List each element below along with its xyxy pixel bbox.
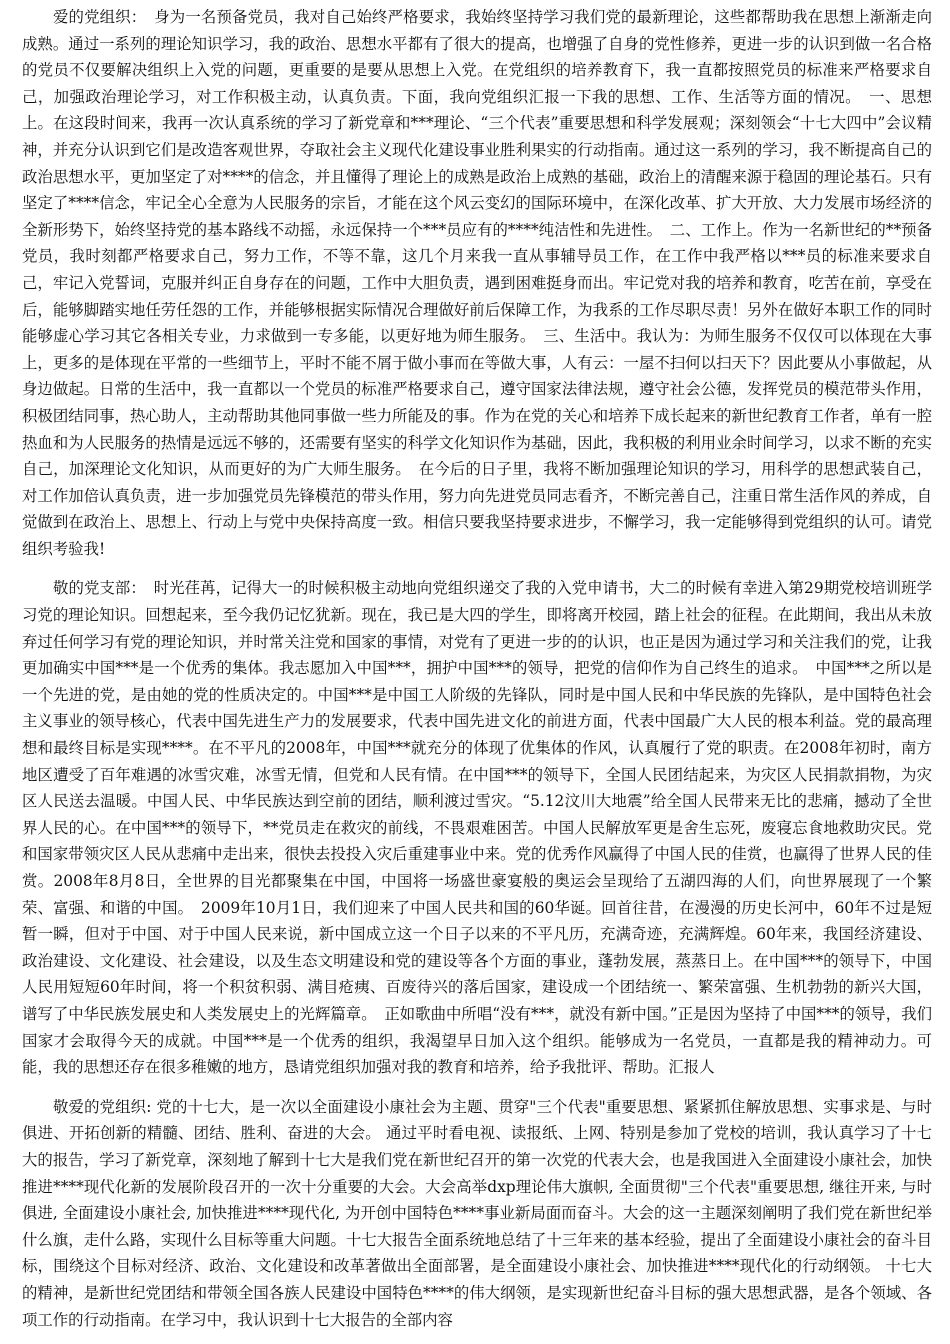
paragraph-report-1: 爱的党组织： 身为一名预备党员，我对自己始终严格要求，我始终坚持学习我们党的最新理论，这些都帮助我在思想上渐渐走向成熟。通过一系列的理论知识学习，我的政治、思想水平都有了很大的提高，也增强了自身的党性修养，更进一步的认识到做一名合格的党员不仅要解决组织上入党的问题，更重要的是要从思想上入党。在党组织的培养教育下，我一直都按照党员的标准来严格要求自己，加强政治理论学习，对工作积极主动，认真负责。下面，我向党组织汇报一下我的思想、工作、生活等方面的情况。 一、思想上。在这段时间来，我再一次认真系统的学习了新党章和***理论、“三个代表”重要思想和科学发展观；深刻领会“十七大四中”会议精神，并充分认识到它们是改造客观世界，夺取社会主义现代化建设事业胜利果实的行动指南。通过这一系列的学习，我不断提高自己的政治思想水平，更加坚定了对****的信念，并且懂得了理论上的成熟是政治上成熟的基础，政治上的清醒来源于稳固的理论基石。只有坚定了****信念，牢记全心全意为人民服务的宗旨，才能在这个风云变幻的国际环境中，在深化改革、扩大开放、大力发展市场经济的全新形势下，始终坚持党的基本路线不动摇，永远保持一个***员应有的****纯洁性和先进性。 二、工作上。作为一名新世纪的**预备党员，我时刻都严格要求自己，努力工作，不等不靠，这几个月来我一直从事辅导员工作，在工作中我严格以***员的标准来要求自己，牢记入党誓词，克服并纠正自身存在的问题，工作中大胆负责，遇到困难挺身而出。牢记党对我的培养和教育，吃苦在前，享受在后，能够脚踏实地任劳任怨的工作，并能够根据实际情况合理做好前后保障工作，为我系的工作尽职尽责！另外在做好本职工作的同时能够虚心学习其它各相关专业，力求做到一专多能，以更好地为师生服务。 三、生活中。我认为：为师生服务不仅仅可以体现在大事上，更多的是体现在平常的一些细节上，平时不能不屑于做小事而在等做大事，人有云：一屋不扫何以扫天下？因此要从小事做起，从身边做起。日常的生活中，我一直都以一个党员的标准严格要求自己，遵守国家法律法规，遵守社会公德，发挥党员的模范带头作用，积极团结同事，热心助人，主动帮助其他同事做一些力所能及的事。作为在党的关心和培养下成长起来的新世纪教育工作者，单有一腔热血和为人民服务的热情是远远不够的，还需要有坚实的科学文化知识作为基础，因此，我积极的利用业余时间学习，以求不断的充实自己，加深理论文化知识，从而更好的为广大师生服务。 在今后的日子里，我将不断加强理论知识的学习，用科学的思想武装自己，对工作加倍认真负责，进一步加强党员先锋模范的带头作用，努力向先进党员同志看齐，不断完善自己，注重日常生活作风的养成，自觉做到在政治上、思想上、行动上与党中央保持高度一致。相信只要我坚持要求进步，不懈学习，我一定能够得到党组织的认可。请党组织考验我! xyxy=(22,8,932,558)
paragraph-report-3: 敬爱的党组织: 党的十七大，是一次以全面建设小康社会为主题、贯穿"三个代表"重要思想、紧紧抓住解放思想、实事求是、与时俱进、开拓创新的精髓、团结、胜利、奋进的大会。 通过平时看电视、读报纸、上网、特别是参加了党校的培训，我认真学习了十七大的报告，学习了新党章，深刻地了解到十七大是我们党在新世纪召开的第一次党的代表大会，也是我国进入全面建设小康社会，加快推进****现代化新的发展阶段召开的一次十分重要的大会。大会高举dxp理论伟大旗帜, 全面贯彻"三个代表"重要思想, 继往开来, 与时俱进, 全面建设小康社会, 加快推进****现代化, 为开创中国特色****事业新局面而奋斗。大会的这一主题深刻阐明了我们党在新世纪举什么旗，走什么路，实现什么目标等重大问题。十七大报告全面系统地总结了十三年来的基本经验，提出了全面建设小康社会的奋斗目标，围绕这个目标对经济、政治、文化建设和改革著做出全面部署，是全面建设小康社会、加快推进****现代化的行动纲领。 十七大的精神，是新世纪党团结和带领全国各族人民建设中国特色****的伟大纲领，是实现新世纪奋斗目标的强大思想武器，是各个领域、各项工作的行动指南。在学习中，我认识到十七大报告的全部内容 xyxy=(22,1097,932,1329)
paragraph-report-2: 敬的党支部： 时光荏苒，记得大一的时候积极主动地向党组织递交了我的入党申请书，大二的时候有幸进入第29期党校培训班学习党的理论知识。回想起来，至今我仍记忆犹新。现在，我已是大四的学生，即将离开校园，踏上社会的征程。在此期间，我出从未放弃过任何学习有党的理论知识，并时常关注党和国家的事情，对党有了更进一步的的认识，也正是因为通过学习和关注我们的党，让我更加确实中国***是一个优秀的集体。我志愿加入中国***，拥护中国***的领导，把党的信仰作为自己终生的追求。 中国***之所以是一个先进的党，是由她的党的性质决定的。中国***是中国工人阶级的先锋队，同时是中国人民和中华民族的先锋队，是中国特色社会主义事业的领导核心，代表中国先进生产力的发展要求，代表中国先进文化的前进方面，代表中国最广大人民的根本利益。党的最高理想和最终目标是实现****。在不平凡的2008年，中国***就充分的体现了优集体的作风，认真履行了党的职责。在2008年初时，南方地区遭受了百年难遇的冰雪灾难，冰雪无情，但党和人民有情。在中国***的领导下，全国人民团结起来，为灾区人民捐款捐物，为灾区人民送去温暖。中国人民、中华民族达到空前的团结，顺利渡过雪灾。“5.12汶川大地震”给全国人民带来无比的悲痛，撼动了全世界人民的心。在中国***的领导下，**党员走在救灾的前线，不畏艰难困苦。中国人民解放军更是舍生忘死，废寝忘食地救助灾民。党和国家带领灾区人民从悲痛中走出来，很快去投投入灾后重建事业中来。党的优秀作风赢得了中国人民的佳赏，也赢得了世界人民的佳赏。2008年8月8日，全世界的目光都聚集在中国，中国将一场盛世豪宴般的奥运会呈现给了五湖四海的人们，向世界展现了一个繁荣、富强、和谐的中国。 2009年10月1日，我们迎来了中国人民共和国的60华诞。回首往昔，在漫漫的历史长河中，60年不过是短暂一瞬，但对于中国、对于中国人民来说，新中国成立这一个日子以来的不平凡历，充满奇迹，充满辉煌。60年来，我国经济建设、政治建设、文化建设、社会建设，以及生态文明建设和党的建设等各个方面的事业，蓬勃发展，蒸蒸日上。在中国***的领导下，中国人民用短短60年时间，将一个积贫积弱、满目疮痍、百废待兴的落后国家，建设成一个团结统一、繁荣富强、生机勃勃的新兴大国，谱写了中华民族发展史和人类发展史上的光辉篇章。 正如歌曲中所唱“没有***，就没有新中国。”正是因为坚持了中国***的领导，我们国家才会取得今天的成就。中国***是一个优秀的组织，我渴望早日加入这个组织。能够成为一名党员，一直都是我的精神动力。可能，我的思想还存在很多稚嫩的地方，恳请党组织加强对我的教育和培养，给予我批评、帮助。汇报人 xyxy=(22,579,932,1077)
